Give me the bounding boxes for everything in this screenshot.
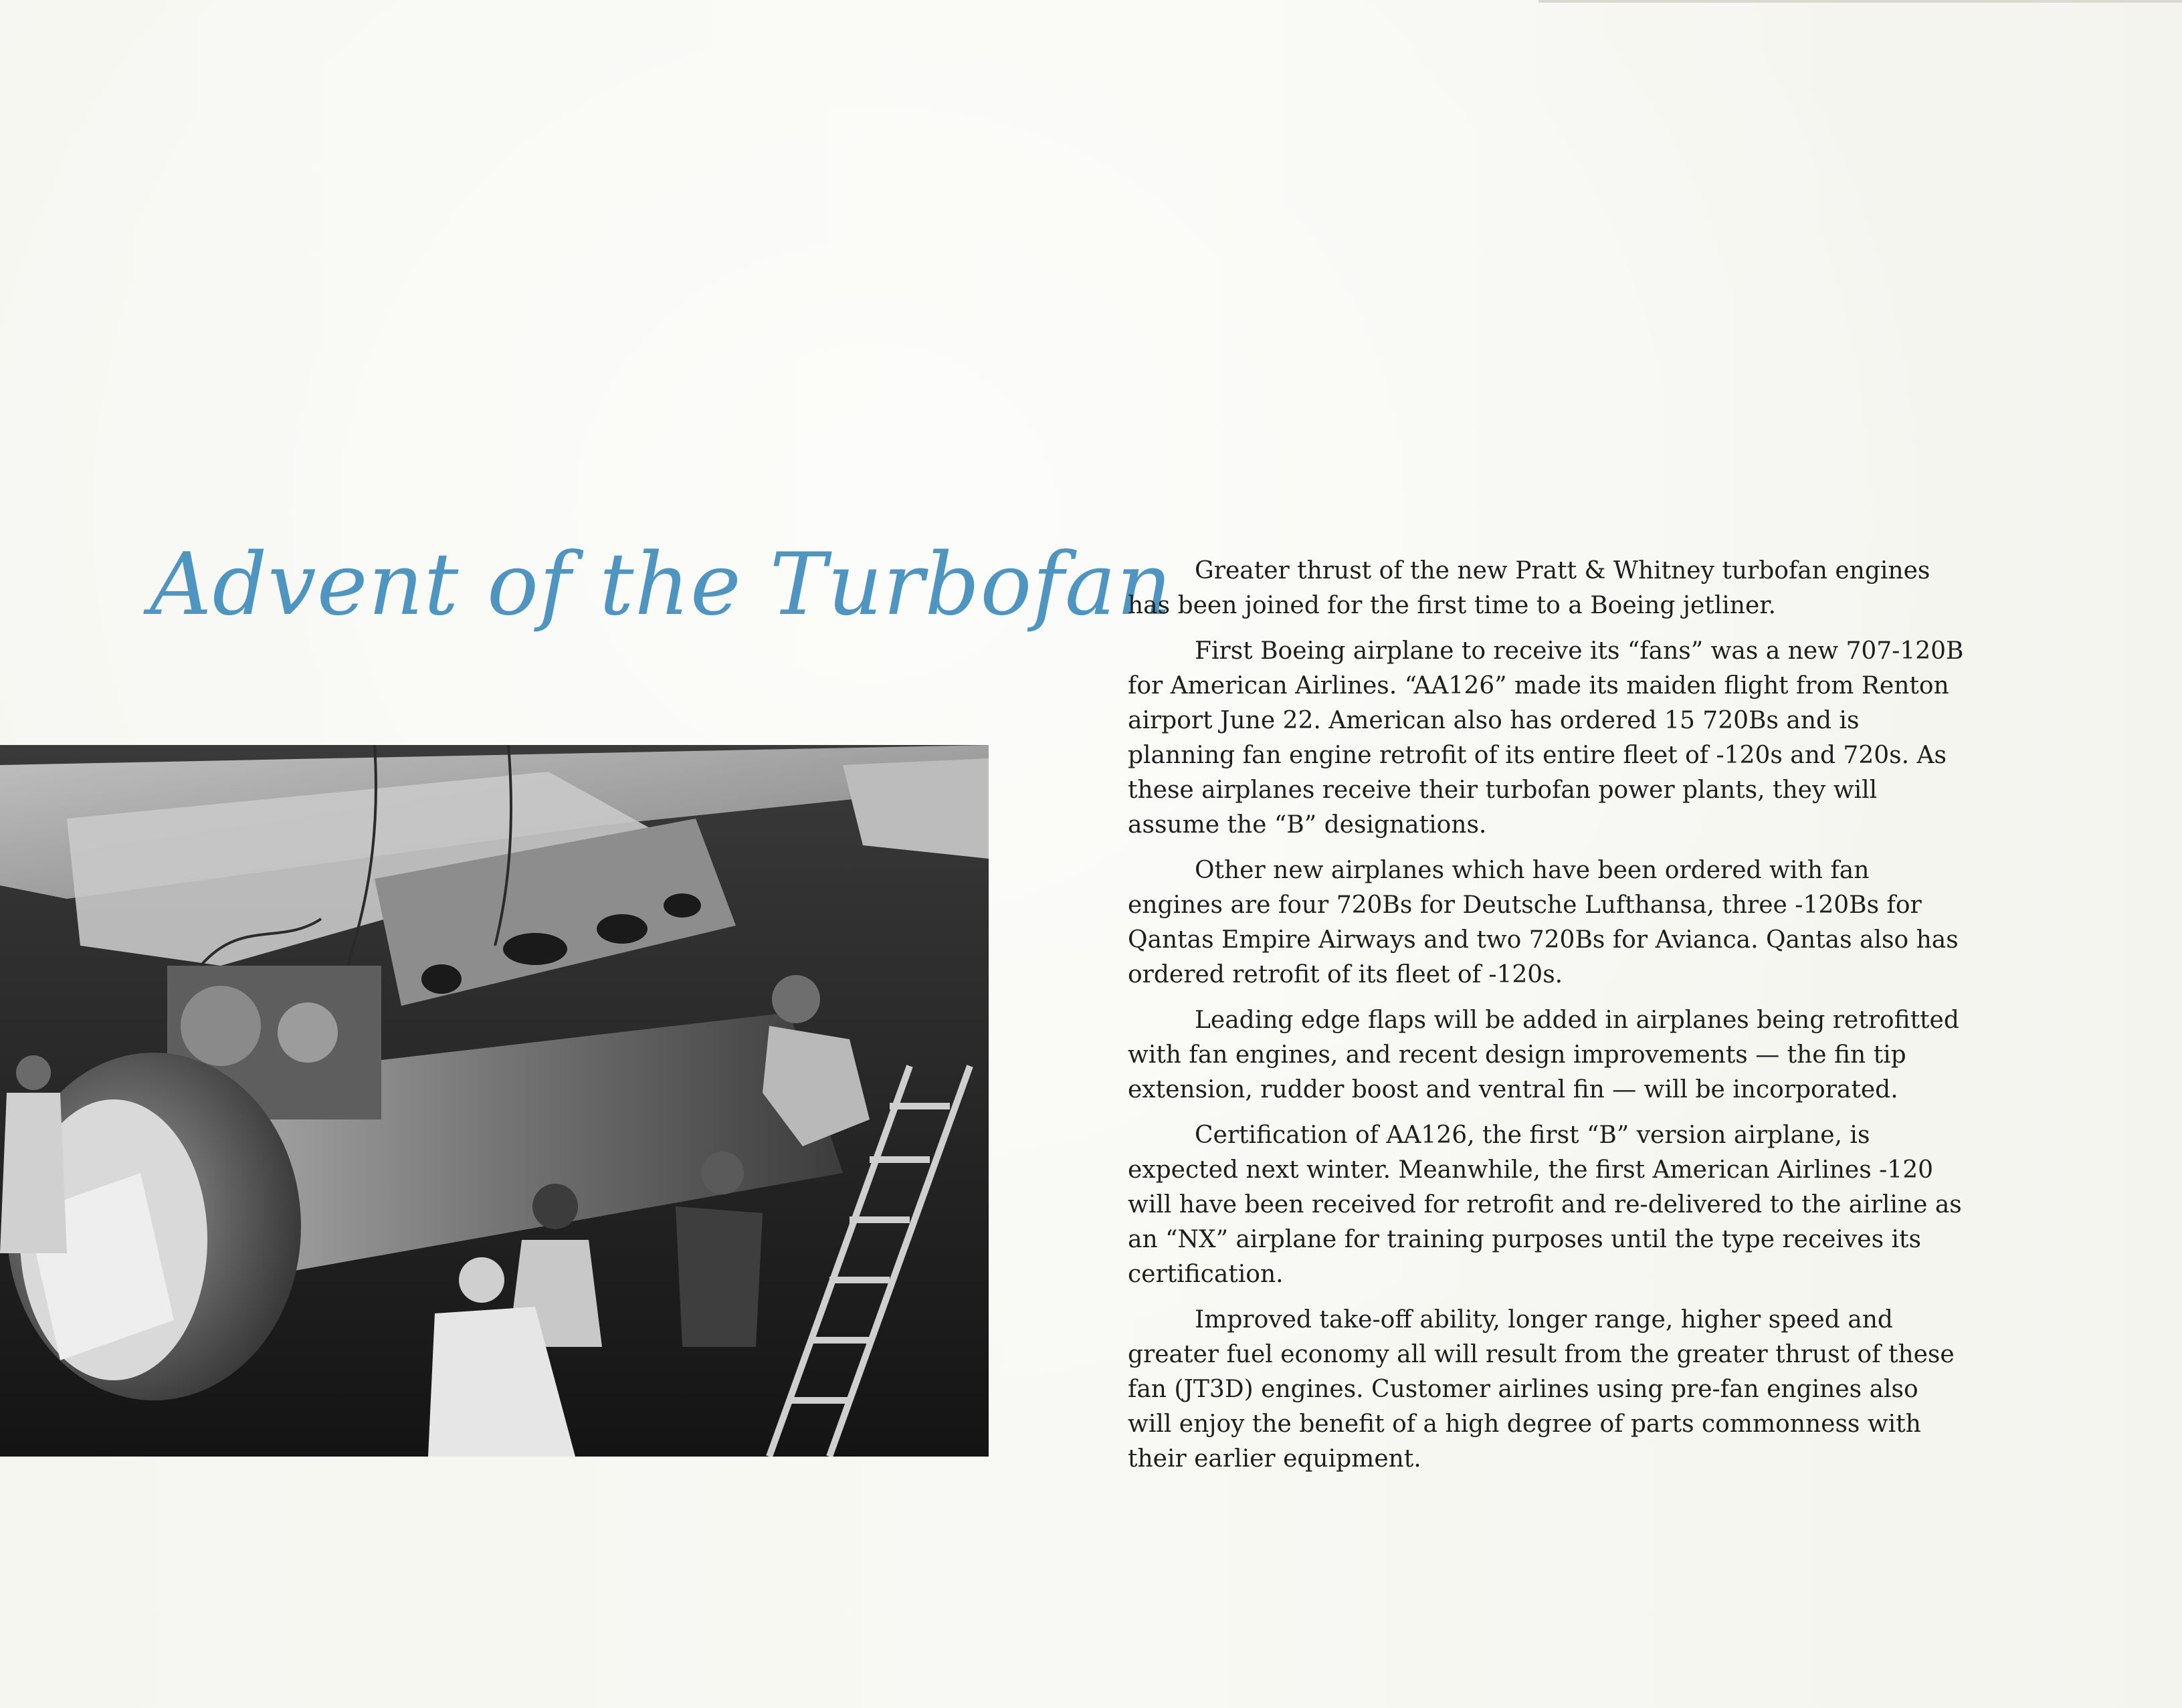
article-paragraph: Certification of AA126, the first “B” version airplane, is expected next winter. Meanwhile, the first American Airlines -120 will have been received for retrofit and re-delivered to the airline as an “NX” airplane for training purposes until the type receives its certification. [1128, 1122, 1962, 1288]
article-paragraph: Greater thrust of the new Pratt & Whitney turbofan engines has been joined for the first time to a Boeing jetliner. [1128, 557, 1930, 619]
article-paragraph: Improved take-off ability, longer range, higher speed and greater fuel economy all will result from the greater thrust of these fan (JT3D) engines. Customer airlines using pre-fan engines also will enjoy the benefit of a high degree of parts commonness with their earlier equipment. [1128, 1306, 1955, 1473]
page-title: Advent of the Turbofan [150, 535, 1173, 635]
page-edge [1539, 0, 2182, 3]
article-body [1128, 554, 1964, 1487]
article-paragraph: First Boeing airplane to receive its “fans” was a new 707-120B for American Airlines. “AA126” made its maiden flight from Renton airport June 22. American also has ordered 15 720Bs and is planning fan engine retrofit of its entire fleet of -120s and 720s. As these airplanes receive their turbofan power plants, they will assume the “B” designations. [1128, 637, 1964, 839]
engine-assembly-photo [0, 745, 989, 1457]
article-paragraph: Other new airplanes which have been ordered with fan engines are four 720Bs for Deutsche Lufthansa, three -120Bs for Qantas Empire Airways and two 720Bs for Avianca. Qantas also has ordered retrofit of its fleet of -120s. [1128, 857, 1959, 988]
article-paragraph: Leading edge flaps will be added in airplanes being retrofitted with fan engines, and recent design improvements — the fin tip extension, rudder boost and ventral fin — will be incorporated. [1128, 1006, 1959, 1103]
photo-illustration [0, 745, 989, 1457]
